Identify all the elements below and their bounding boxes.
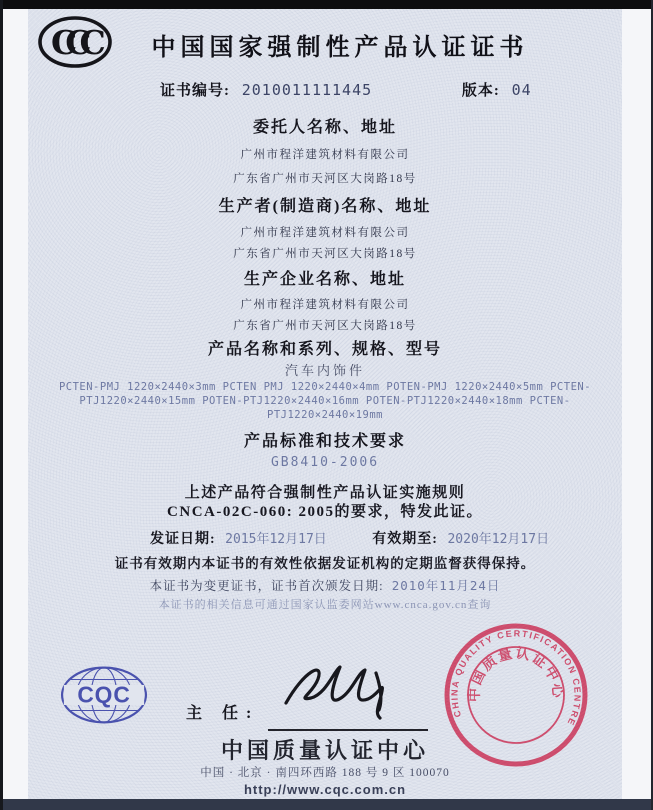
org-address: 中国 · 北京 · 南四环西路 188 号 9 区 100070 (200, 767, 450, 779)
info-note: 本证书的相关信息可通过国家认监委网站www.cnca.gov.cn查询 (158, 599, 492, 611)
certificate-title: 中国国家强制性产品认证证书 (151, 35, 529, 61)
signature-line (268, 729, 428, 731)
standard-value: GB8410-2006 (270, 455, 380, 470)
cqc-logo-letters: CQC (77, 681, 131, 708)
issue-date-value: 2015年12月17日 (225, 532, 327, 547)
issue-date-label: 发证日期: (150, 532, 216, 547)
standard-heading: 产品标准和技术要求 (243, 433, 406, 450)
director-signature (280, 655, 410, 727)
ccc-logo-letters: CCC (51, 23, 94, 62)
factory-address: 广东省广州市天河区大岗路18号 (233, 320, 417, 332)
statement-line1: 上述产品符合强制性产品认证实施规则 (184, 485, 466, 501)
certificate-number-row (160, 79, 532, 100)
cert-no-label: 证书编号: (160, 83, 230, 99)
product-specs: PCTEN-PMJ 1220×2440×3mm PCTEN PMJ 1220×2440×4mm POTEN-PMJ 1220×2440×5mm PCTEN-PTJ1220×2440×15mm POTEN-PTJ1220×2440×16mm POTEN-PTJ1220×2440×18mm PCTEN-PTJ1220×2440×19mm (58, 381, 592, 421)
cqc-stamp-icon (441, 620, 591, 770)
maintenance-note: 证书有效期内本证书的有效性依据发证机构的定期监督获得保持。 (114, 556, 536, 571)
org-name: 中国质量认证中心 (220, 738, 429, 763)
version-value: 04 (511, 81, 532, 99)
scan-edge-bottom (0, 799, 653, 810)
org-website: http://www.cqc.com.cn (243, 782, 407, 797)
svg-text:CHINA QUALITY CERTIFICATION (441, 620, 591, 767)
version-label: 版本: (461, 83, 500, 99)
statement-line2: CNCA-02C-060: 2005的要求，特发此证。 (167, 504, 483, 520)
applicant-heading: 委托人名称、地址 (252, 119, 397, 136)
cert-no-value: 2010011111445 (241, 81, 373, 99)
expiry-date-value: 2020年12月17日 (447, 532, 550, 547)
product-name: 汽车内饰件 (284, 363, 365, 378)
expiry-date-label: 有效期至: (372, 532, 438, 547)
applicant-address: 广东省广州市天河区大岗路18号 (233, 173, 417, 185)
director-label: 主 任: (186, 705, 260, 722)
change-note (28, 576, 622, 594)
factory-name: 广州市程洋建筑材料有限公司 (240, 299, 410, 311)
manufacturer-heading: 生产者(制造商)名称、地址 (218, 198, 432, 215)
cqc-logo-icon (58, 664, 150, 726)
stamp-inner-text: 中国质量认证中心 (467, 646, 565, 703)
manufacturer-address: 广东省广州市天河区大岗路18号 (233, 248, 417, 260)
stamp-ring-text: CHINA QUALITY CERTIFICATION CENTRE (449, 628, 583, 728)
change-note-label: 本证书为变更证书，证书首次颁发日期: (149, 579, 384, 593)
applicant-name: 广州市程洋建筑材料有限公司 (240, 149, 410, 161)
scan-edge-top (0, 0, 653, 9)
manufacturer-name: 广州市程洋建筑材料有限公司 (240, 227, 410, 239)
dates-row (150, 528, 549, 548)
change-note-date: 2010年11月24日 (391, 578, 501, 593)
product-heading: 产品名称和系列、规格、型号 (207, 341, 442, 358)
factory-heading: 生产企业名称、地址 (243, 271, 406, 288)
scan-edge-left (0, 0, 3, 810)
